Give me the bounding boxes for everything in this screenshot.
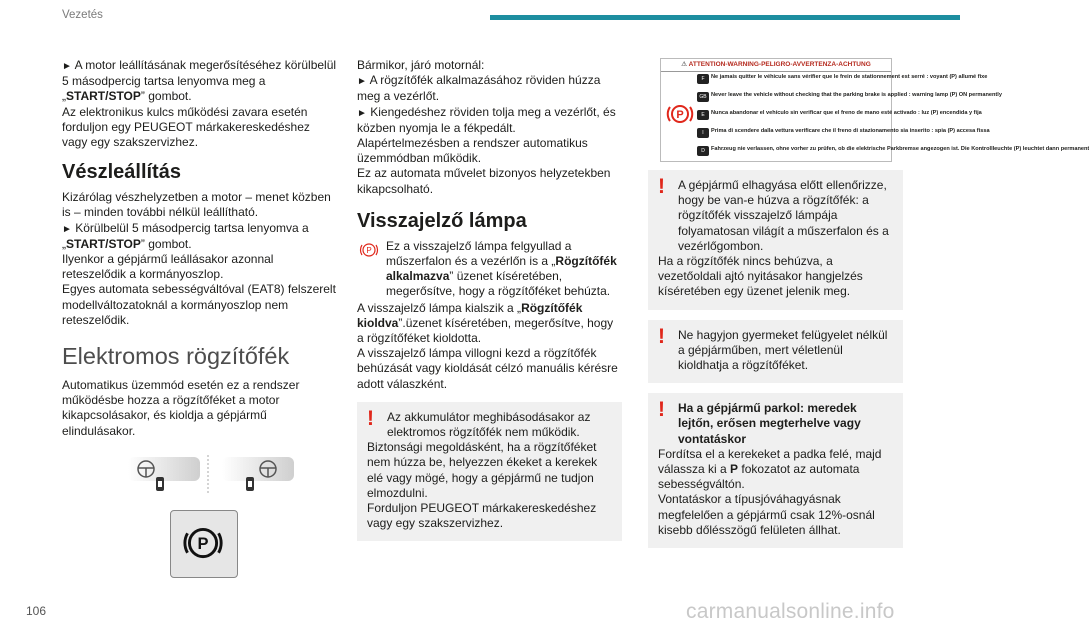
leave-vehicle-note: ! A gépjármű elhagyása előtt ellenőrizze, hogy be van-e húzva a rögzítőfék: a rögzítőfék visszajelző lámpája folyamatosan világít a műszerfalon és a vezérlőgombon. Ha a rögzítőfék nincs behúzva, a vezetőoldali ajtó nyitásakor hangjelzés kíséretében egy üzenet jelenik meg. <box>648 170 903 310</box>
release-instruction: ► Kiengedéshez röviden tolja meg a vezérlőt, és közben nyomja le a fékpedált. <box>357 104 616 135</box>
hand-push-icon <box>246 477 254 491</box>
lamp-off-paragraph: A visszajelző lámpa kialszik a „Rögzítőfék kioldva”.üzenet kíséretében, megerősítve, hogy a rögzítőféket kioldotta. <box>357 300 614 346</box>
emergency-stop-p4: Egyes automata sebességváltóval (EAT8) felszerelt modellváltozatoknál a kormányoszlop nem reteszelődik. <box>62 282 336 327</box>
page-section-title: Vezetés <box>62 9 103 21</box>
brake-switch-illustration <box>128 455 300 499</box>
lang-tag: GB <box>697 92 709 102</box>
apply-instruction: ► A rögzítőfék alkalmazásához röviden húzza meg a vezérlőt. <box>357 73 601 104</box>
warning-lamp-paragraph: P Ez a visszajelző lámpa felgyullad a műszerfalon és a vezérlőn is a „Rögzítőfék alkalmazva” üzenet kíséretében, megerősítve, hogy a rögzítőféket behúzta. <box>357 239 622 300</box>
label-text-en: Never leave the vehicle without checking that the parking brake is applied : warning lamp (P) ON permanently <box>711 92 1002 98</box>
parking-slope-note: ! Ha a gépjármű parkol: meredek lejtőn, erősen megterhelve vagy vontatáskor Fordítsa el a kerekeket a padka felé, majd válassza ki a P fokozatot az automata sebességváltón. Vontatáskor a típusjóváhagyásnak megfelelően a gépjármű csak 12%-osnál kisebb dőlésszögű felületen állhat. <box>648 393 903 548</box>
column-right <box>648 170 903 558</box>
children-note: ! Ne hagyjon gyermeket felügyelet nélkül a gépjárműben, mert véletlenül kioldhatja a rögzítőféket. <box>648 320 903 384</box>
warning-lamp-heading: Visszajelző lámpa <box>357 209 527 232</box>
header-accent-bar <box>490 15 960 20</box>
auto-disable-paragraph: Ez az automata művelet bizonyos helyzetekben kikapcsolható. <box>357 166 611 196</box>
intro-fault-paragraph: Az elektronikus kulcs működési zavara esetén forduljon egy PEUGEOT márkakereskedéshez vagy egy szakszervizhez. <box>62 104 310 150</box>
electric-parking-brake-heading: Elektromos rögzítőfék <box>62 343 290 370</box>
lang-tag: F <box>697 74 709 84</box>
battery-warning-note: ! Az akkumulátor meghibásodásakor az elektromos rögzítőfék nem működik. Biztonsági megoldásként, ha a rögzítőféket nem húzza be, helyezzen ékeket a kerekek elé vagy mögé, hogy a gépjármű ne tudjon elmozdulni. Forduljon PEUGEOT márkakereskedéshez vagy egy szakszervizhez. <box>357 402 622 542</box>
label-text-it: Prima di scendere dalla vettura verificare che il freno di stazionamento sia inserito : spia (P) accesa fissa <box>711 128 990 134</box>
lang-tag: E <box>697 110 709 120</box>
intro-paragraph: ► A motor leállításának megerősítéséhez körülbelül 5 másodpercig tartsa lenyomva meg a „START/STOP” gombot. <box>62 58 337 104</box>
arrow-icon: ► <box>357 76 367 88</box>
svg-text:P: P <box>676 109 684 121</box>
page-number: 106 <box>26 604 47 618</box>
warning-icon: ! <box>367 406 374 430</box>
column-middle <box>357 58 622 551</box>
hand-pull-icon <box>156 477 164 491</box>
lang-tag: D <box>697 146 709 156</box>
warning-label-illustration <box>660 58 1089 162</box>
arrow-icon: ► <box>62 223 72 235</box>
label-text-de: Fahrzeug nie verlassen, ohne vorher zu prüfen, ob die elektrische Parkbremse angezogen ist. Die Kontrollleuchte (P) leuchtet dann permanent <box>711 146 1089 152</box>
arrow-icon: ► <box>62 61 72 72</box>
parking-brake-icon <box>171 511 237 577</box>
parking-brake-button-illustration <box>170 510 238 578</box>
parking-brake-warning-icon <box>665 99 695 129</box>
parking-brake-warning-icon <box>358 239 380 261</box>
arrow-icon: ► <box>357 107 367 119</box>
watermark: carmanualsonline.info <box>686 600 895 623</box>
emergency-stop-p1: Kizárólag vészhelyzetben a motor – menet közben is – minden további nélkül leállítható. <box>62 190 331 220</box>
label-text-fr: Ne jamais quitter le véhicule sans vérifier que le frein de stationnement est serré : voyant (P) allumé fixe <box>711 74 988 80</box>
emergency-stop-p3: Ilyenkor a gépjármű leállásakor azonnal reteszelődik a kormányoszlop. <box>62 252 274 282</box>
warning-icon: ! <box>658 398 665 422</box>
default-mode-paragraph: Alapértelmezésben a rendszer automatikus üzemmódban működik. <box>357 136 588 166</box>
label-header: ⚠ ATTENTION-WARNING-PELIGRO-AVVERTENZA-ACHTUNG <box>661 59 891 72</box>
svg-text:P: P <box>197 534 209 553</box>
emergency-stop-heading: Vészleállítás <box>62 161 181 184</box>
svg-text:P: P <box>366 245 372 255</box>
warning-icon: ! <box>658 175 665 198</box>
emergency-stop-p2: ► Körülbelül 5 másodpercig tartsa lenyomva a „START/STOP” gombot. <box>62 220 309 251</box>
warning-icon: ! <box>658 324 665 348</box>
warning-triangle-icon: ⚠ <box>681 61 689 68</box>
electric-parking-brake-paragraph: Automatikus üzemmód esetén ez a rendszer működésbe hozza a rögzítőféket a motor kikapcsolásakor, és kioldja a gépjármű elindulásakor. <box>62 378 300 438</box>
lang-tag: I <box>697 128 709 138</box>
lamp-blink-paragraph: A visszajelző lámpa villogni kezd a rögzítőfék behúzását vagy kioldását célzó manuális kérésre adott válaszként. <box>357 346 618 391</box>
label-text-es: Nunca abandonar el vehículo sin verificar que el freno de mano esté activado : luz (P) encendida y fija <box>711 110 982 116</box>
column-left <box>62 58 337 439</box>
anytime-paragraph: Bármikor, járó motornál: <box>357 58 485 72</box>
